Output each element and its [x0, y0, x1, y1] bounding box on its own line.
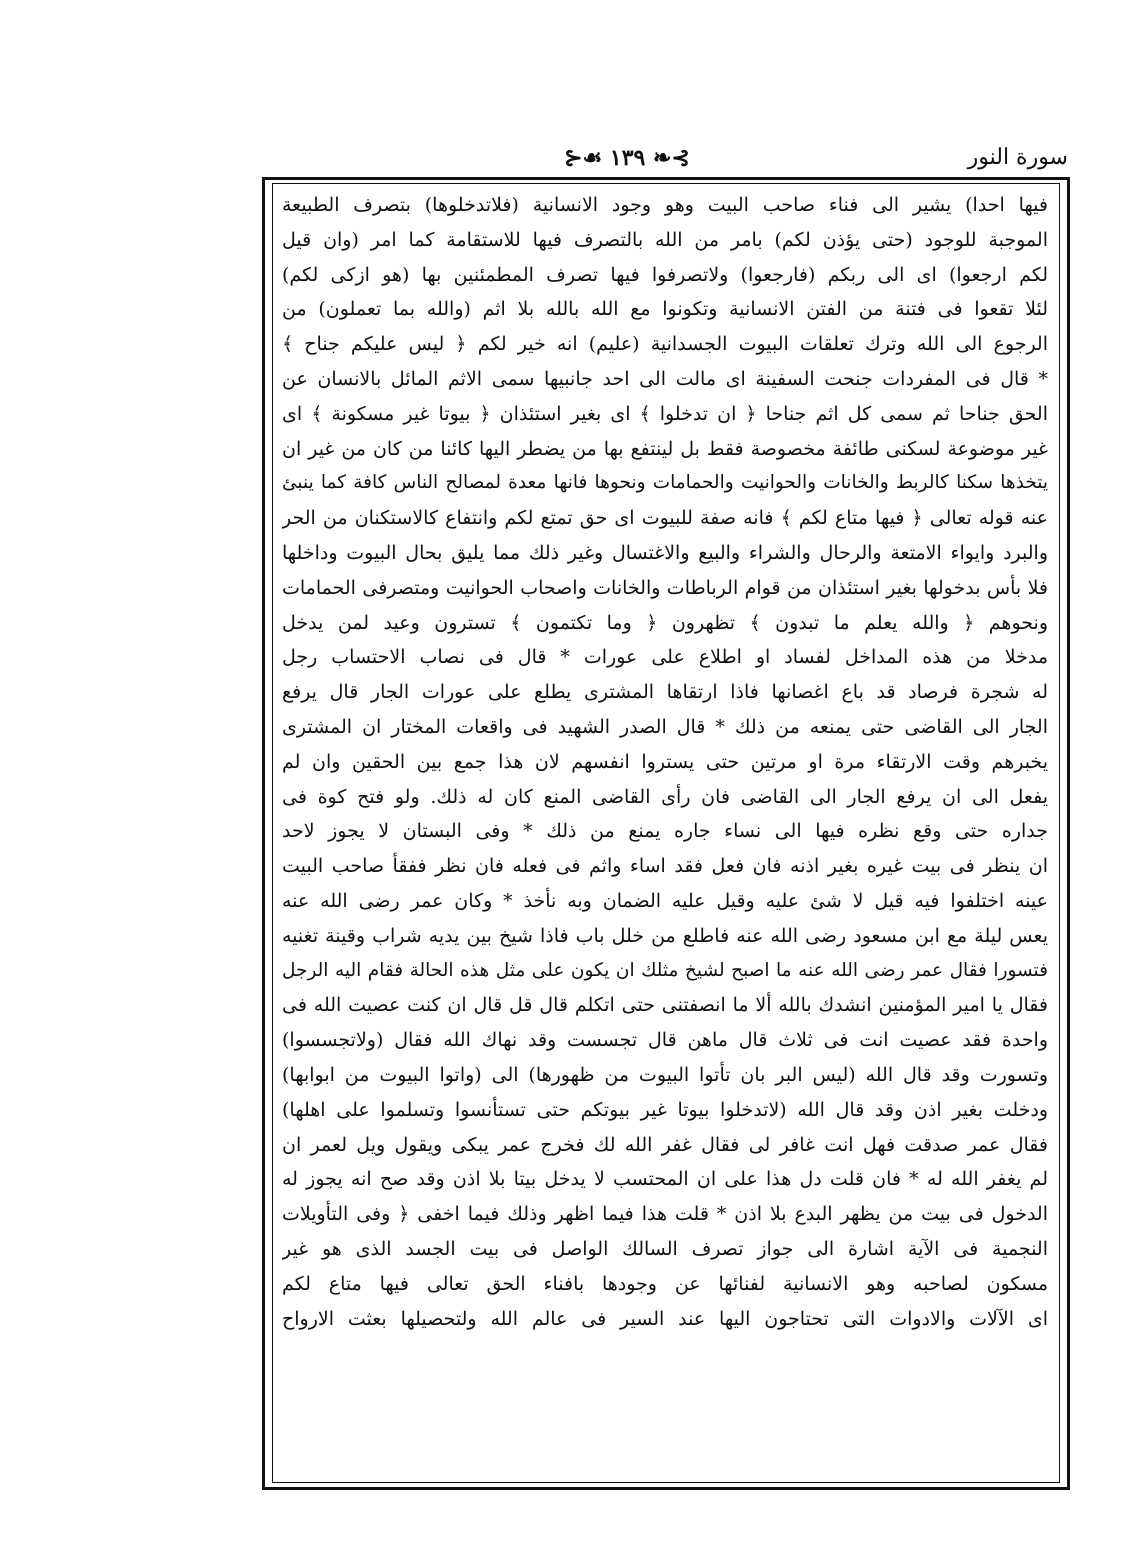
text-line: اى الآلات والادوات التى تحتاجون اليها عند السير فى عالم الله ولتحصيلها بعثت الارواح: [282, 1307, 1048, 1330]
text-line: واحدة فقد عصيت انت فى ثلاث قال ماهن قال تجسست وقد نهاك الله فقال (ولاتجسسوا): [282, 1029, 1048, 1052]
text-line: النجمية فى الآية اشارة الى جواز تصرف السالك الواصل فى بيت الجسد الذى هو غير: [282, 1237, 1048, 1260]
text-line: فلا بأس بدخولها بغير استئذان من قوام الرباطات والخانات واصحاب الحوانيت ومتصرفى الحمامات: [282, 576, 1048, 599]
text-line: يتخذها سكنا كالربط والخانات والحوانيت والحمامات ونحوها فانها معدة لمصالح الناس كافة كما ينبئ: [282, 472, 1048, 494]
text-line: عينه اختلفوا فيه قيل لا شئ عليه وقيل عليه الضمان وبه نأخذ * وكان عمر رضى الله عنه: [282, 889, 1048, 912]
sura-title: سورة النور: [967, 145, 1068, 170]
text-line: فقال عمر صدقت فهل انت غافر لى فقال غفر الله لك فخرج عمر يبكى ويقول ويل لعمر ان: [282, 1133, 1048, 1156]
text-line: مدخلا من هذه المداخل لفساد او اطلاع على عورات * قال فى نصاب الاحتساب رجل: [282, 646, 1048, 669]
text-line: وتسورت وقد قال الله (ليس البر بان تأتوا البيوت من ظهورها) الى (واتوا البيوت من ابوابها): [282, 1063, 1048, 1086]
text-line: فيها احدا) يشير الى فناء صاحب البيت وهو وجود الانسانية (فلاتدخلوها) بتصرف الطبيعة: [282, 194, 1048, 216]
ornament-left-icon: ⊱❧: [645, 145, 690, 171]
text-line: غير موضوعة لسكنى طائفة مخصوصة فقط بل لينتفع بها من يضطر اليها كائنا من كان من غير ان: [282, 437, 1048, 460]
text-line: لئلا تقعوا فى فتنة من الفتن الانسانية وتكونوا مع الله بالله بلا اثم (والله بما تعملون) من: [282, 298, 1048, 321]
text-line: يعس ليلة مع ابن مسعود رضى الله عنه فاطلع من خلل باب فاذا شيخ بين يديه شراب وقينة تغنيه: [282, 924, 1048, 947]
text-line: الدخول فى بيت من يظهر البدع بلا اذن * قلت هذا فيما اظهر وذلك فيما اخفى ﴿ وفى التأويلات: [282, 1203, 1048, 1226]
text-line: ان ينظر فى بيت غيره بغير اذنه فان فعل فقد اساء واثم فى فعله فان نظر ففقأ صاحب البيت: [282, 855, 1048, 878]
text-line: يفعل الى ان يرفع الجار الى القاضى فان رأى القاضى المنع كان له ذلك. ولو فتح كوة فى: [282, 785, 1048, 808]
text-line: والبرد وايواء الامتعة والرحال والشراء والبيع والاغتسال وغير ذلك مما يليق بحال البيوت وداخلها: [282, 541, 1048, 564]
text-line: عنه قوله تعالى ﴿ فيها متاع لكم ﴾ فانه صفة للبيوت اى حق تمتع لكم وانتفاع كالاستكنان من الحر: [282, 507, 1048, 530]
text-line: الجار الى القاضى حتى يمنعه من ذلك * قال الصدر الشهيد فى واقعات المختار ان المشترى: [282, 715, 1048, 738]
text-line: الموجبة للوجود (حتى يؤذن لكم) بامر من الله بالتصرف فيها للاستقامة كما امر (وان قيل: [282, 228, 1048, 251]
page-header: [262, 145, 1068, 179]
text-line: فتسورا فقال عمر رضى الله عنه ما اصبح لشيخ مثلك ان يكون على مثل هذه الحالة فقام اليه الرجل: [282, 959, 1048, 981]
text-line: جداره حتى وقع نظره فيها الى نساء جاره يمنع من ذلك * وفى البستان لا يجوز لاحد: [282, 820, 1048, 843]
text-line: [282, 1336, 1048, 1371]
ornament-right-icon: ☙⊰: [564, 145, 610, 171]
text-line: فقال يا امير المؤمنين انشدك بالله ألا ما انصفتنى حتى اتكلم قال قل قال ان كنت عصيت الله فى: [282, 994, 1048, 1017]
text-line: له شجرة فرصاد قد باع اغصانها فاذا ارتقاها المشترى يطلع على عورات الجار قال يرفع: [282, 681, 1048, 704]
text-line: الحق جناحا ثم سمى كل اثم جناحا ﴿ ان تدخلوا ﴾ اى بغير استئذان ﴿ بيوتا غير مسكونة ﴾ اى: [282, 402, 1048, 425]
text-line: لم يغفر الله له * فان قلت دل هذا على ان المحتسب لا يدخل بيتا بلا اذن وقد صح انه يجوز له: [282, 1168, 1048, 1191]
page-number: [552, 145, 702, 171]
main-text: [282, 188, 1048, 1478]
page-number-text: ۱۳۹: [609, 145, 646, 171]
text-line: الرجوع الى الله وترك تعلقات البيوت الجسدانية (عليم) انه خير لكم ﴿ ليس عليكم جناح ﴾: [282, 333, 1048, 356]
text-line: يخبرهم وقت الارتقاء مرة او مرتين حتى يستروا انفسهم لان هذا جمع بين الحقين وان لم: [282, 750, 1048, 773]
text-line: ودخلت بغير اذن وقد قال الله (لاتدخلوا بيوتا غير بيوتكم حتى تستأنسوا وتسلموا على اهلها): [282, 1098, 1048, 1121]
text-line: مسكون لصاحبه وهو الانسانية لفنائها عن وجودها بافناء الحق تعالى فيها متاع لكم: [282, 1272, 1048, 1295]
text-line: ونحوهم ﴿ والله يعلم ما تبدون ﴾ تظهرون ﴿ وما تكتمون ﴾ تسترون وعيد لمن يدخل: [282, 611, 1048, 634]
text-line: لكم ارجعوا) اى الى ربكم (فارجعوا) ولاتصرفوا فيها تصرف المطمئنين بها (هو ازكى لكم): [282, 263, 1048, 286]
text-line: * قال فى المفردات جنحت السفينة اى مالت الى احد جانبيها سمى الاثم المائل بالانسان عن: [282, 367, 1048, 390]
